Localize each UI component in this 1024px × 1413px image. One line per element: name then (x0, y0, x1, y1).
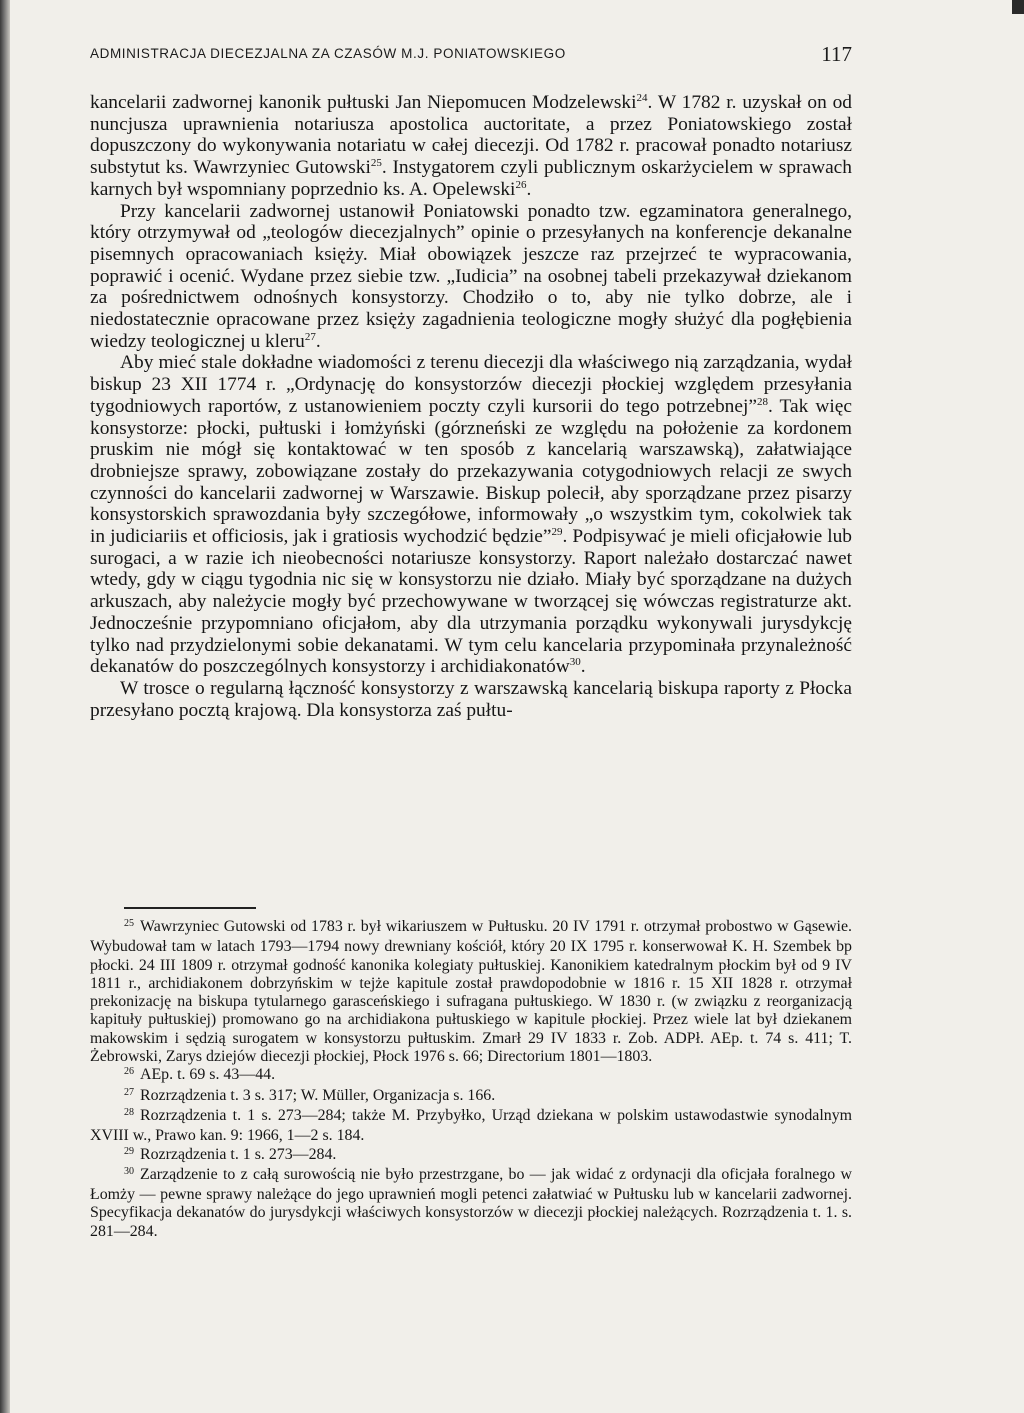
page-header (90, 40, 852, 74)
paragraph (90, 201, 852, 353)
footnote-text: Wawrzyniec Gutowski od 1783 r. był wikariuszem w Pułtusku. 20 IV 1791 r. otrzymał probostwo w Gąsewie. Wybudował tam w latach 1793—1794 nowy drewniany kościół, który 20 IX 1795 r. konserwował K. H. Szembek bp płocki. 24 III 1809 r. otrzymał godność kanonika kolegiaty pułtuskiej. Kanonikiem katedralnym płockim był od 9 IV 1811 r., archidiakonem dobrzyńskim w tejże kapitule został prawdopodobnie w 1816 r. 15 XII 1828 r. otrzymał prekonizację na biskupa tytularnego garasceńskiego i sufragana pułtuskiego. W 1830 r. (w związku z reorganizacją kapituły pułtuskiej) promowano go na archidiakona pułtuskiego w kapitule płockiej. Przez wiele lat był dziekanem makowskim i sędzią surogatem w konsystorzu pułtuskim. Zmarł 29 IV 1833 r. Zob. ADPł. AEp. t. 74 s. 411; T. Żebrowski, Zarys dziejów diecezji płockiej, Płock 1976 s. 66; Directorium 1801—1803. (90, 918, 852, 1066)
text-run: Przy kancelarii zadwornej ustanowił Poniatowski ponadto tzw. egzaminatora generalnego, który otrzymywał od „teologów diecezjalnych” opinie o przesyłanych na konferencje dekanalne pisemnych opracowaniach księży. Miał obowiązek jeszcze raz przejrzeć te wypracowania, poprawić i ocenić. Wydane przez siebie tzw. „Iudicia” na osobnej tabeli przekazywał dziekanom za pośrednictwem odnośnych konsystorzy. Chodziło o to, aby nie tylko dobrze, ale i niedostatecznie opracowane przez księży zagadnienia teologiczne mogły służyć dla pogłębienia wiedzy teologicznej u kleru (90, 200, 852, 352)
text-run: . (315, 330, 321, 352)
footnote-number: 26 (124, 1066, 134, 1078)
footnotes (90, 918, 852, 1241)
text-run: W trosce o regularną łączność konsystorzy z warszawską kancelarią biskupa raporty z Płocka przesyłano pocztą krajową. Dla konsystorza zaś pułtu- (90, 677, 852, 721)
footnote-separator (124, 907, 256, 909)
text-run: . (580, 656, 586, 678)
footnote-ref: 29 (551, 526, 563, 539)
footnote-ref: 26 (515, 178, 527, 191)
text-run: . Podpisywać je mieli oficjałowie lub surogaci, a w razie ich nieobecności notariusze konsystorzy. Raport należało dostarczać nawet wtedy, gdy w ciągu tygodnia nic się w konsystorzu nie działo. Miały być sporządzane na dużych arkuszach, aby należycie mogły być przechowywane w tworzącej się wówczas registraturze akt. Jednocześnie przypomniano oficjałom, aby dla utrzymania porządku wykonywali jurysdykcję tylko nad przydzielonymi sobie dekanatami. W tym celu kancelaria przypominała przynależność dekanatów do poszczególnych konsystorzy i archidiakonatów (90, 526, 852, 678)
text-run: Aby mieć stale dokładne wiadomości z terenu diecezji dla właściwego nią zarządzania, wydał biskup 23 XII 1774 r. „Ordynację do konsystorzów diecezji płockiej względem przesyłania tygodniowych raportów, z ustanowieniem poczty czyli kursorii do tego potrzebnej” (90, 352, 852, 417)
footnote-ref: 27 (304, 330, 316, 343)
running-head: ADMINISTRACJA DIECEZJALNA ZA CZASÓW M.J. PONIATOWSKIEGO (90, 46, 566, 61)
footnote-ref: 28 (756, 395, 768, 408)
footnote (90, 1087, 852, 1107)
footnote (90, 1066, 852, 1086)
text-run: . Instygatorem czyli publicznym oskarżycielem w sprawach karnych był wspomniany poprzednio ks. A. Opelewski (90, 157, 852, 200)
footnote (90, 1107, 852, 1146)
paragraph (90, 92, 852, 201)
paragraph (90, 352, 852, 678)
book-spine-shadow (0, 0, 10, 1413)
page-number: 117 (821, 42, 852, 66)
footnote-ref: 30 (569, 656, 581, 669)
footnote-text: Zarządzenie to z całą surowością nie było przestrzgane, bo — jak widać z ordynacji dla oficjała foralnego w Łomży — pewne sprawy należące do jego uprawnień mogli petenci załatwiać w Pułtusku lub w kancelarii zadwornej. Specyfikacja dekanatów do jurysdykcji właściwych konsystorzów w diecezji płockiej należących. Rozrządzenia t. 1. s. 281—284. (90, 1165, 852, 1240)
footnote-text: Rozrządzenia t. 1 s. 273—284. (140, 1145, 337, 1163)
footnote-ref: 24 (636, 92, 648, 104)
footnote-text: Rozrządzenia t. 3 s. 317; W. Müller, Organizacja s. 166. (140, 1086, 496, 1104)
paragraph (90, 678, 852, 721)
text-run: kancelarii zadwornej kanonik pułtuski Jan Niepomucen Modzelewski (90, 92, 637, 113)
footnote-text: Rozrządzenia t. 1 s. 273—284; także M. Przybyłko, Urząd dziekana w polskim ustawodastwie synodalnym XVIII w., Prawo kan. 9: 1966, 1—2 s. 184. (90, 1106, 852, 1145)
footnote (90, 1146, 852, 1166)
footnote-number: 25 (124, 918, 134, 929)
corner-mark (1012, 0, 1024, 14)
footnote (90, 1166, 852, 1241)
main-text (90, 92, 852, 721)
footnote (90, 918, 852, 1066)
footnote-number: 27 (124, 1086, 134, 1098)
text-run: . (526, 178, 532, 200)
footnote-number: 28 (124, 1106, 134, 1118)
footnote-number: 30 (124, 1165, 134, 1177)
footnote-text: AEp. t. 69 s. 43—44. (140, 1066, 276, 1084)
text-run: . Tak więc konsystorze: płocki, pułtuski i łomżyński (górzneński ze względu na położenie za kordonem pruskim nie mógł się kontaktować w ten sposób z kancelarią warszawską), załatwiające drobniejsze sprawy, zobowiązane zostały do przekazywania cotygodniowych relacji ze swych czynności do kancelarii zadwornej w Warszawie. Biskup polecił, aby sporządzane przez pisarzy konsystorskich sprawozdania były szczegółowe, informowały „o wszystkim tym, cokolwiek tak in judiciariis et officiosis, jak i gratiosis wychodzić będzie” (90, 395, 852, 548)
footnote-number: 29 (124, 1145, 134, 1157)
footnote-ref: 25 (370, 157, 382, 170)
text-run: . W 1782 r. uzyskał on od nuncjusza uprawnienia notariusza apostolica auctoritate, a przez Poniatowskiego został dopuszczony do wykonywania notariatu w całej diecezji. Od 1782 r. pracował ponadto notariusz substytut ks. Wawrzyniec Gutowski (90, 92, 852, 179)
